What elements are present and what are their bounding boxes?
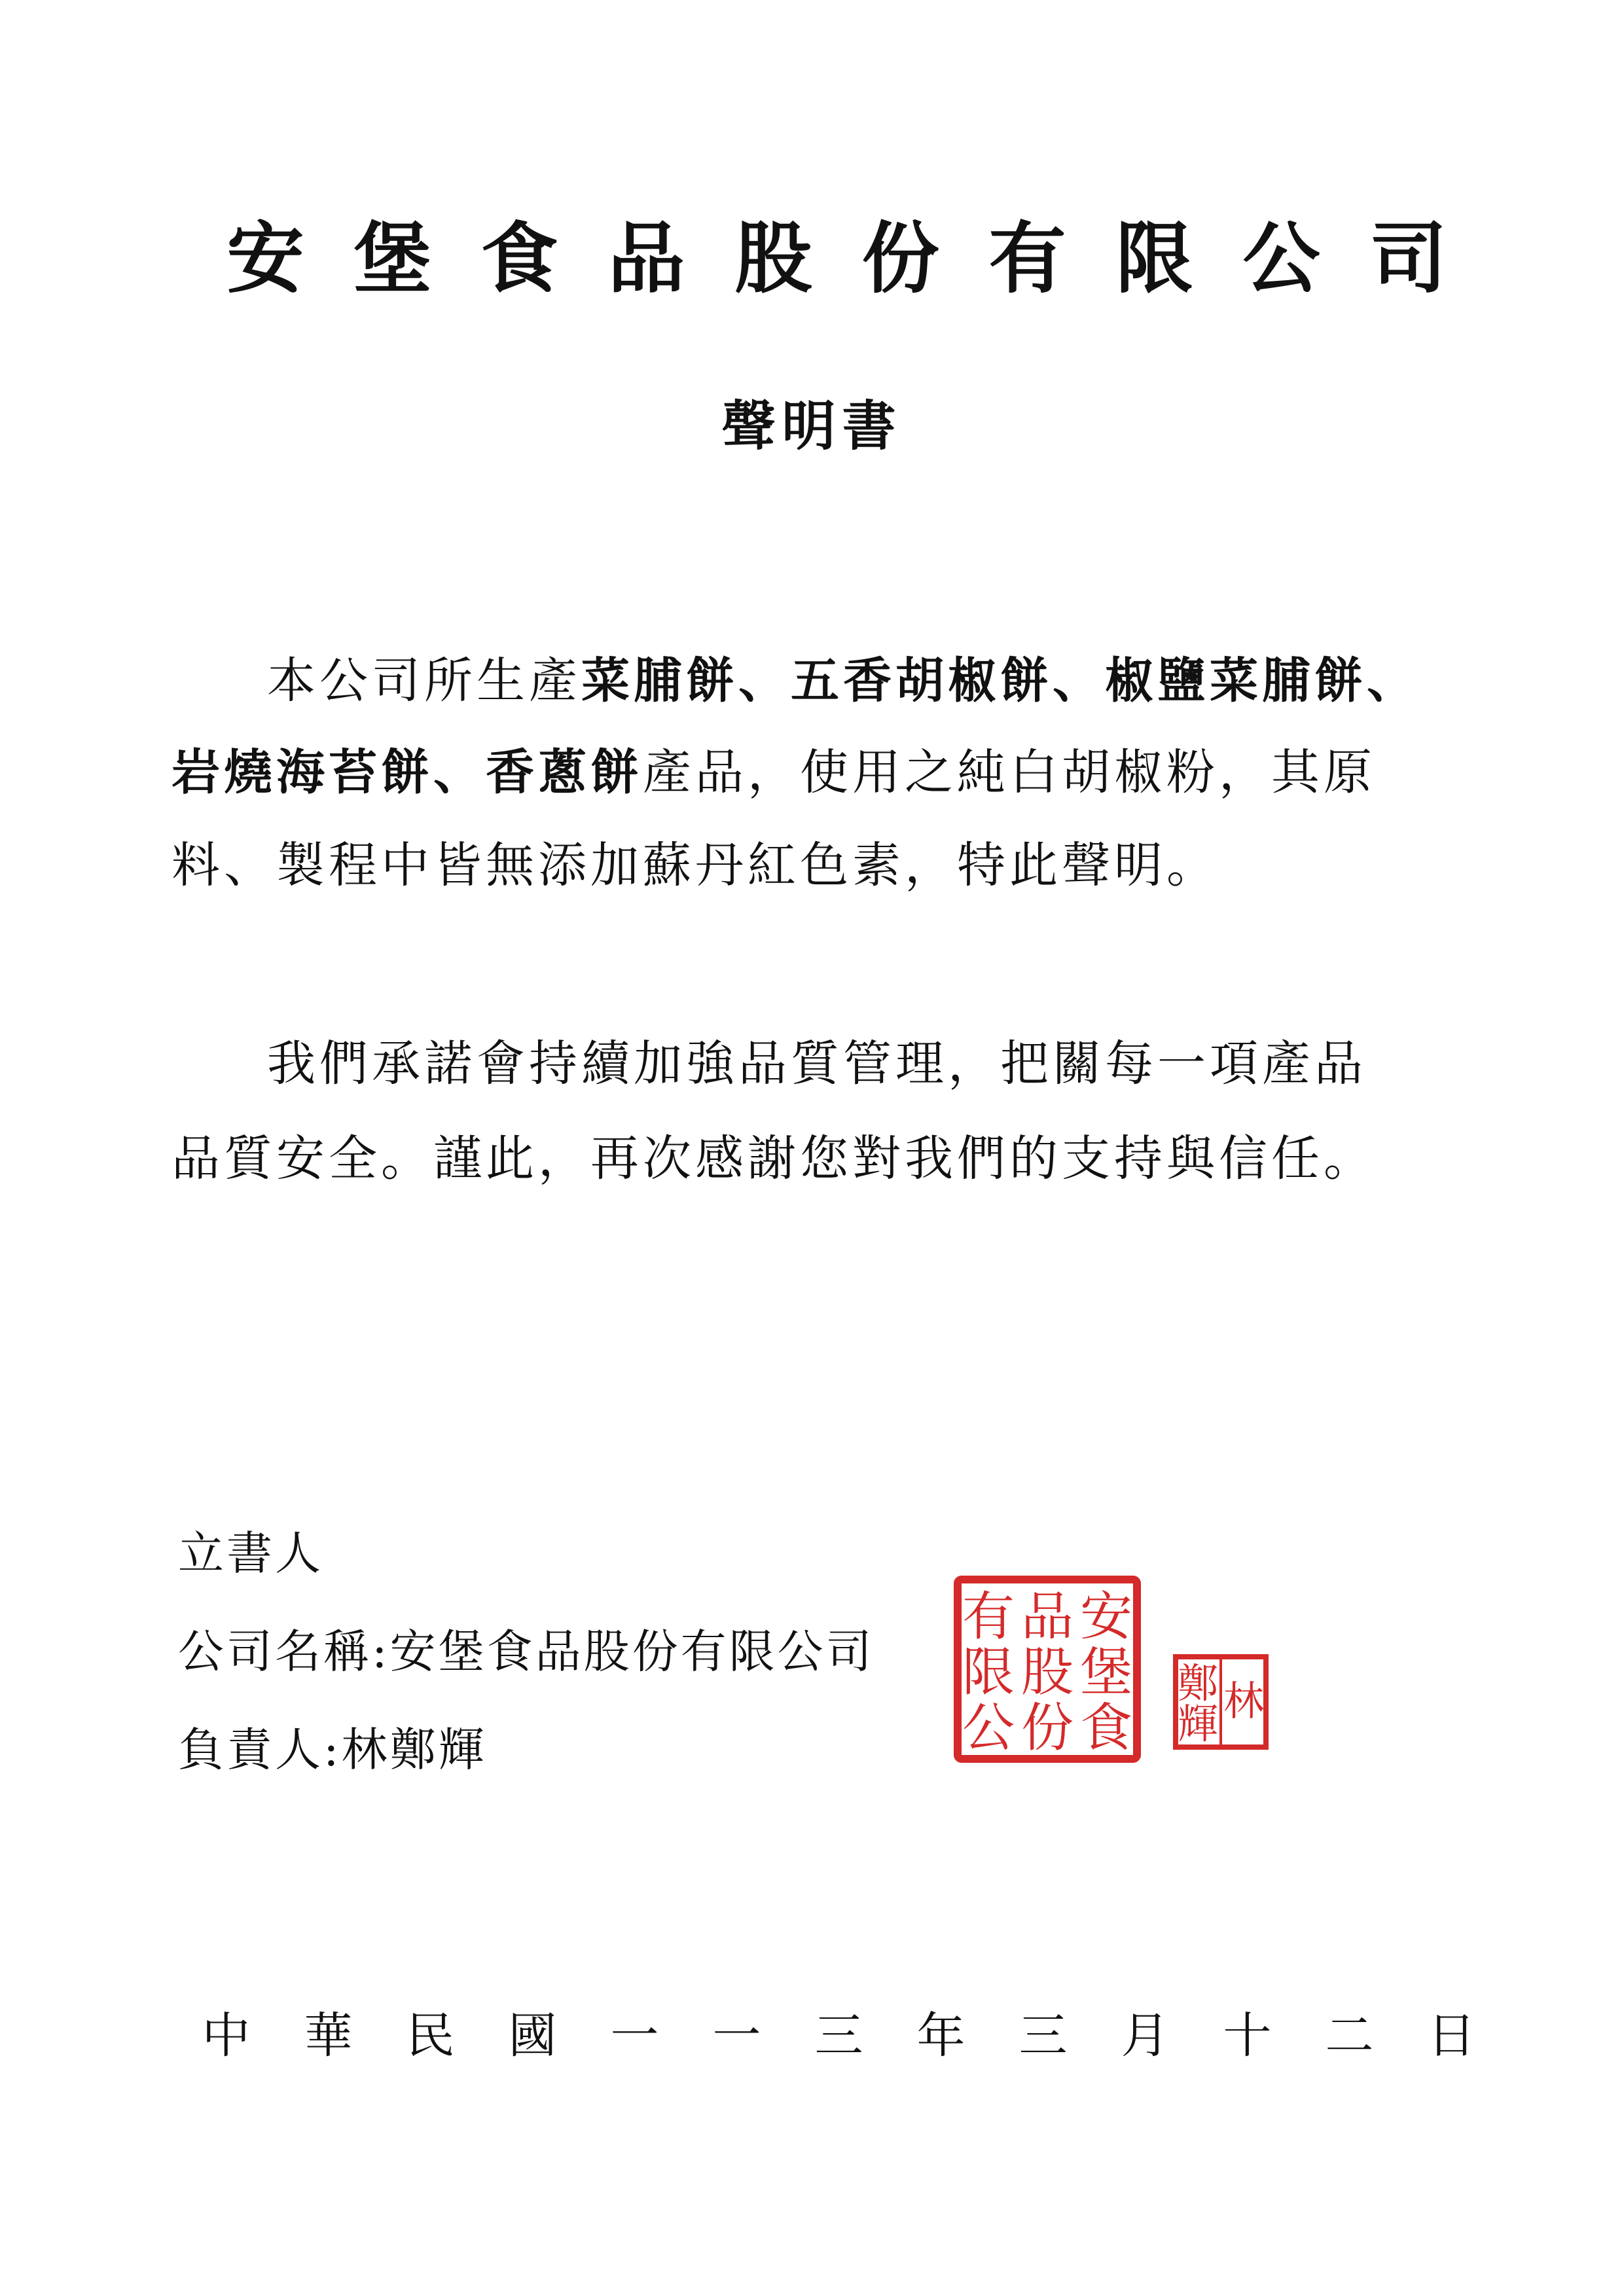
svg-text:林: 林 — [1223, 1677, 1265, 1725]
date-line: 中華民國一一三年三月十二日 — [202, 2008, 1530, 2064]
paragraph2-line2: 品質安全。謹此，再次感謝您對我們的支持與信任。 — [171, 1130, 1376, 1187]
svg-text:品: 品 — [1021, 1586, 1074, 1647]
representative-line: 負責人:林鄭輝 — [178, 1723, 487, 1777]
company-title: 安堡食品股份有限公司 — [226, 213, 1497, 304]
paragraph1-text: 產品，使用之純白胡椒粉，其原 — [643, 744, 1376, 801]
svg-text:有: 有 — [962, 1586, 1015, 1647]
svg-text:股: 股 — [1021, 1642, 1074, 1703]
svg-text:輝: 輝 — [1177, 1700, 1219, 1748]
company-seal-stamp — [952, 1574, 1142, 1764]
document-title: 聲明書 — [721, 395, 903, 458]
svg-text:安: 安 — [1080, 1586, 1132, 1647]
company-name-line: 公司名稱:安堡食品股份有限公司 — [178, 1625, 875, 1678]
svg-text:食: 食 — [1080, 1697, 1132, 1758]
paragraph1-text: 料、製程中皆無添加蘇丹紅色素，特此聲明。 — [171, 837, 1219, 894]
personal-seal-stamp — [1172, 1653, 1270, 1751]
paragraph1-line3 — [171, 833, 1219, 898]
paragraph1-line2 — [171, 740, 1376, 805]
signer-label: 立書人 — [178, 1527, 323, 1580]
paragraph1-text: 本公司所生產 — [267, 653, 581, 709]
svg-text:限: 限 — [962, 1642, 1015, 1703]
paragraph2-line1: 我們承諾會持續加強品質管理，把關每一項產品 — [267, 1036, 1367, 1092]
svg-text:鄭: 鄭 — [1177, 1659, 1219, 1707]
svg-text:公: 公 — [962, 1697, 1015, 1758]
svg-text:份: 份 — [1021, 1697, 1074, 1758]
svg-text:堡: 堡 — [1080, 1642, 1132, 1703]
product-names-bold: 菜脯餅、五香胡椒餅、椒鹽菜脯餅、 — [581, 653, 1419, 709]
product-names-bold: 岩燒海苔餅、香蔥餅 — [171, 744, 643, 801]
paragraph1-line1 — [267, 648, 1419, 714]
